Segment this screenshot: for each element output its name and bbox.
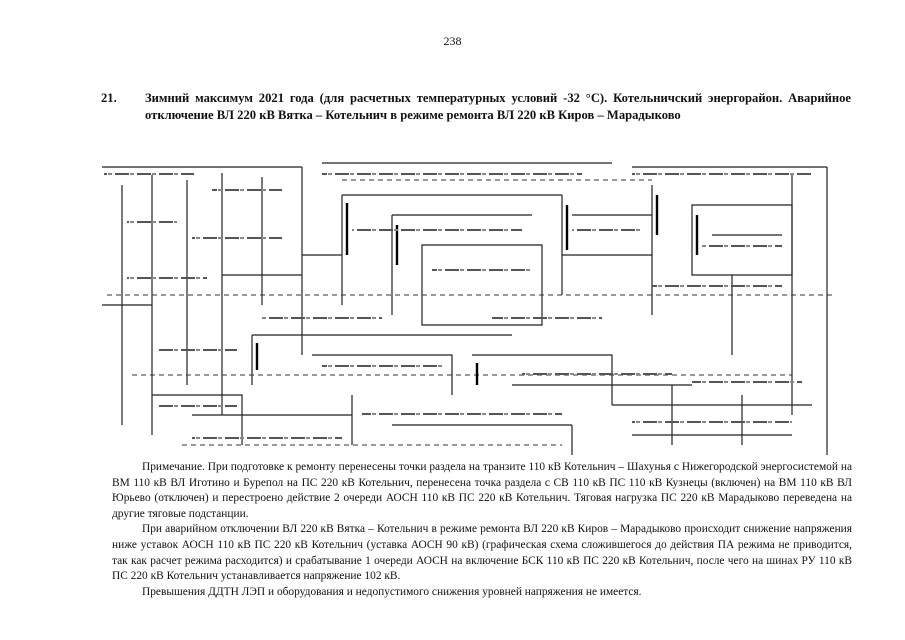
heavy-buses (257, 195, 697, 385)
section-heading (101, 90, 851, 124)
section-number: 21. (101, 91, 117, 105)
page-number: 238 (443, 34, 462, 48)
notes (112, 460, 852, 600)
section-title: Зимний максимум 2021 года (для расчетных температурных условий -32 °С). Котельничский энергорайон. Аварийное отключение ВЛ 220 кВ Вятка – Котельнич в режиме ремонта ВЛ 220 кВ Киров – Марадыково (145, 91, 851, 122)
power-grid-schematic (92, 155, 835, 455)
note-paragraph-3: Превышения ДДТН ЛЭП и оборудования и недопустимого снижения уровней напряжения не имеется. (142, 585, 642, 598)
note-paragraph-2: При аварийном отключении ВЛ 220 кВ Вятка – Котельнич в режиме ремонта ВЛ 220 кВ Киров – Марадыково происходит снижение напряжения ниже уставок АОСН 110 кВ ПС 220 кВ Котельнич (уставка АОСН 90 кВ) (графическая схема сложившегося до действия ПА режима не приводится, так как расчет режима расходится) и срабатывание 1 очереди АОСН на включение БСК 110 кВ ПС 220 кВ Котельнич, после чего на шинах РУ 110 кВ ПС 220 кВ Котельнич устанавливается напряжение 102 кВ. (112, 523, 852, 583)
value-labels (104, 170, 812, 443)
note-paragraph-1: Примечание. При подготовке к ремонту перенесены точки раздела на транзите 110 кВ Котельнич – Шахунья с Нижегородской энергосистемой на ВМ 110 кВ ВЛ Иготино и Бурепол на ПС 220 кВ Котельнич, перенесена точка раздела с СВ 110 кВ ПС 110 кВ Кузнецы (включен) на ВМ 110 кВ ВЛ Юрьево (отключен) и перестроено действие 2 очереди АОСН 110 кВ ПС 220 кВ Котельнич. Тяговая нагрузка ПС 220 кВ Марадыково переведена на другие тяговые подстанции. (112, 461, 852, 520)
